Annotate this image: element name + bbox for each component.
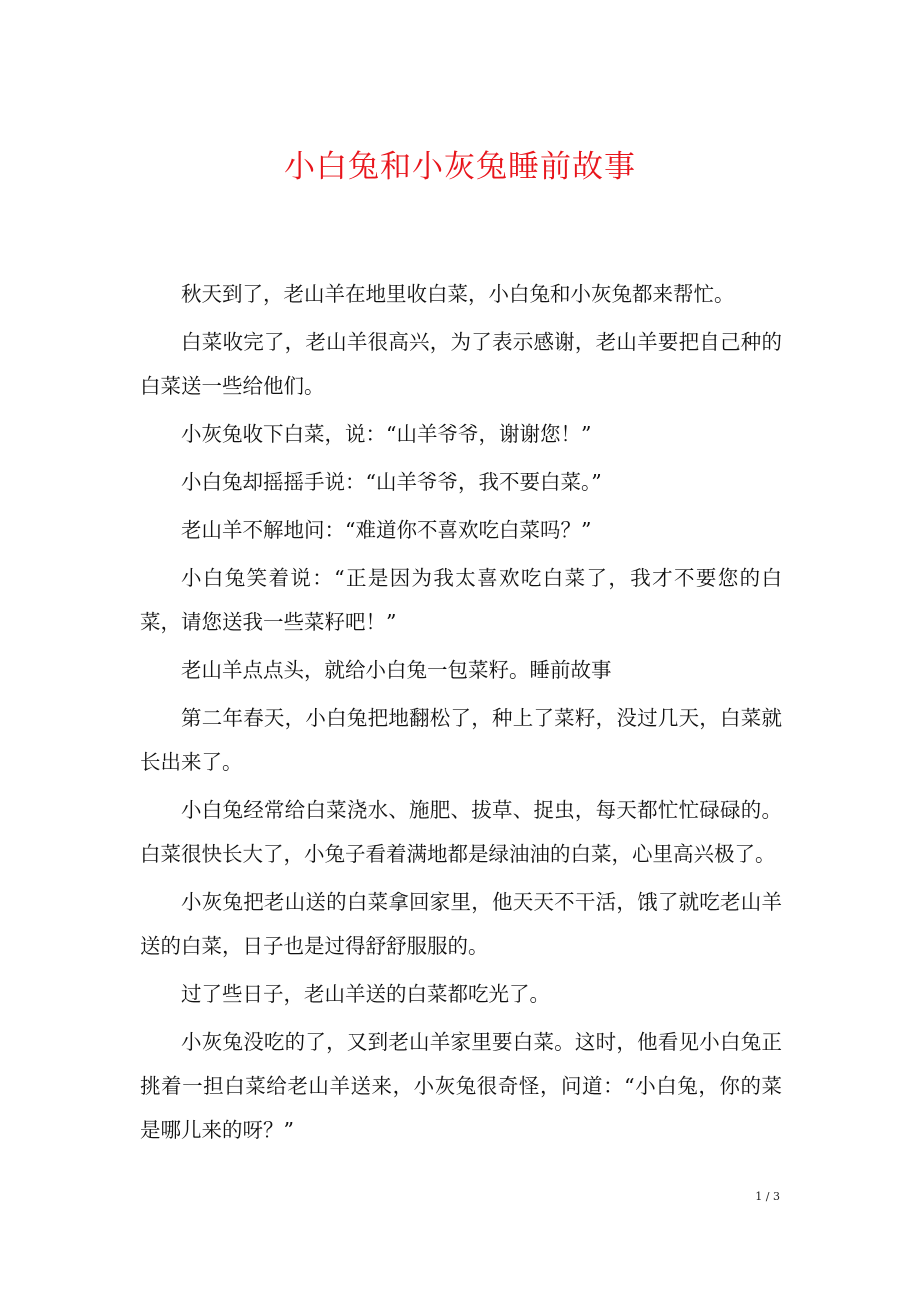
- document-title: 小白兔和小灰兔睡前故事: [284, 149, 636, 185]
- paragraph: 过了些日子，老山羊送的白菜都吃光了。: [181, 982, 550, 1006]
- paragraph: 小白兔经常给白菜浇水、施肥、拔草、捉虫，每天都忙忙碌碌的。白菜很快长大了，小兔子看着满地都是绿油油的白菜，心里高兴极了。: [140, 798, 782, 866]
- paragraph: 第二年春天，小白兔把地翻松了，种上了菜籽，没过几天，白菜就长出来了。: [140, 706, 782, 774]
- document-body: [140, 272, 782, 1156]
- paragraph: 白菜收完了，老山羊很高兴，为了表示感谢，老山羊要把自己种的白菜送一些给他们。: [140, 330, 782, 398]
- paragraph: 秋天到了，老山羊在地里收白菜，小白兔和小灰兔都来帮忙。: [181, 282, 735, 306]
- paragraph: 小灰兔没吃的了，又到老山羊家里要白菜。这时，他看见小白兔正挑着一担白菜给老山羊送来，小灰兔很奇怪，问道：“小白兔，你的菜是哪儿来的呀？”: [140, 1030, 782, 1142]
- paragraph: 小灰兔收下白菜，说：“山羊爷爷，谢谢您！”: [181, 422, 592, 446]
- paragraph: 老山羊点点头，就给小白兔一包菜籽。睡前故事: [181, 658, 612, 682]
- paragraph: 小白兔却摇摇手说：“山羊爷爷，我不要白菜。”: [181, 470, 602, 494]
- paragraph: 小灰兔把老山送的白菜拿回家里，他天天不干活，饿了就吃老山羊送的白菜，日子也是过得舒舒服服的。: [140, 890, 782, 958]
- page-number: 1 / 3: [755, 1190, 780, 1203]
- paragraph: 小白兔笑着说：“正是因为我太喜欢吃白菜了，我才不要您的白菜，请您送我一些菜籽吧！”: [140, 566, 782, 634]
- paragraph: 老山羊不解地问：“难道你不喜欢吃白菜吗？”: [181, 518, 592, 542]
